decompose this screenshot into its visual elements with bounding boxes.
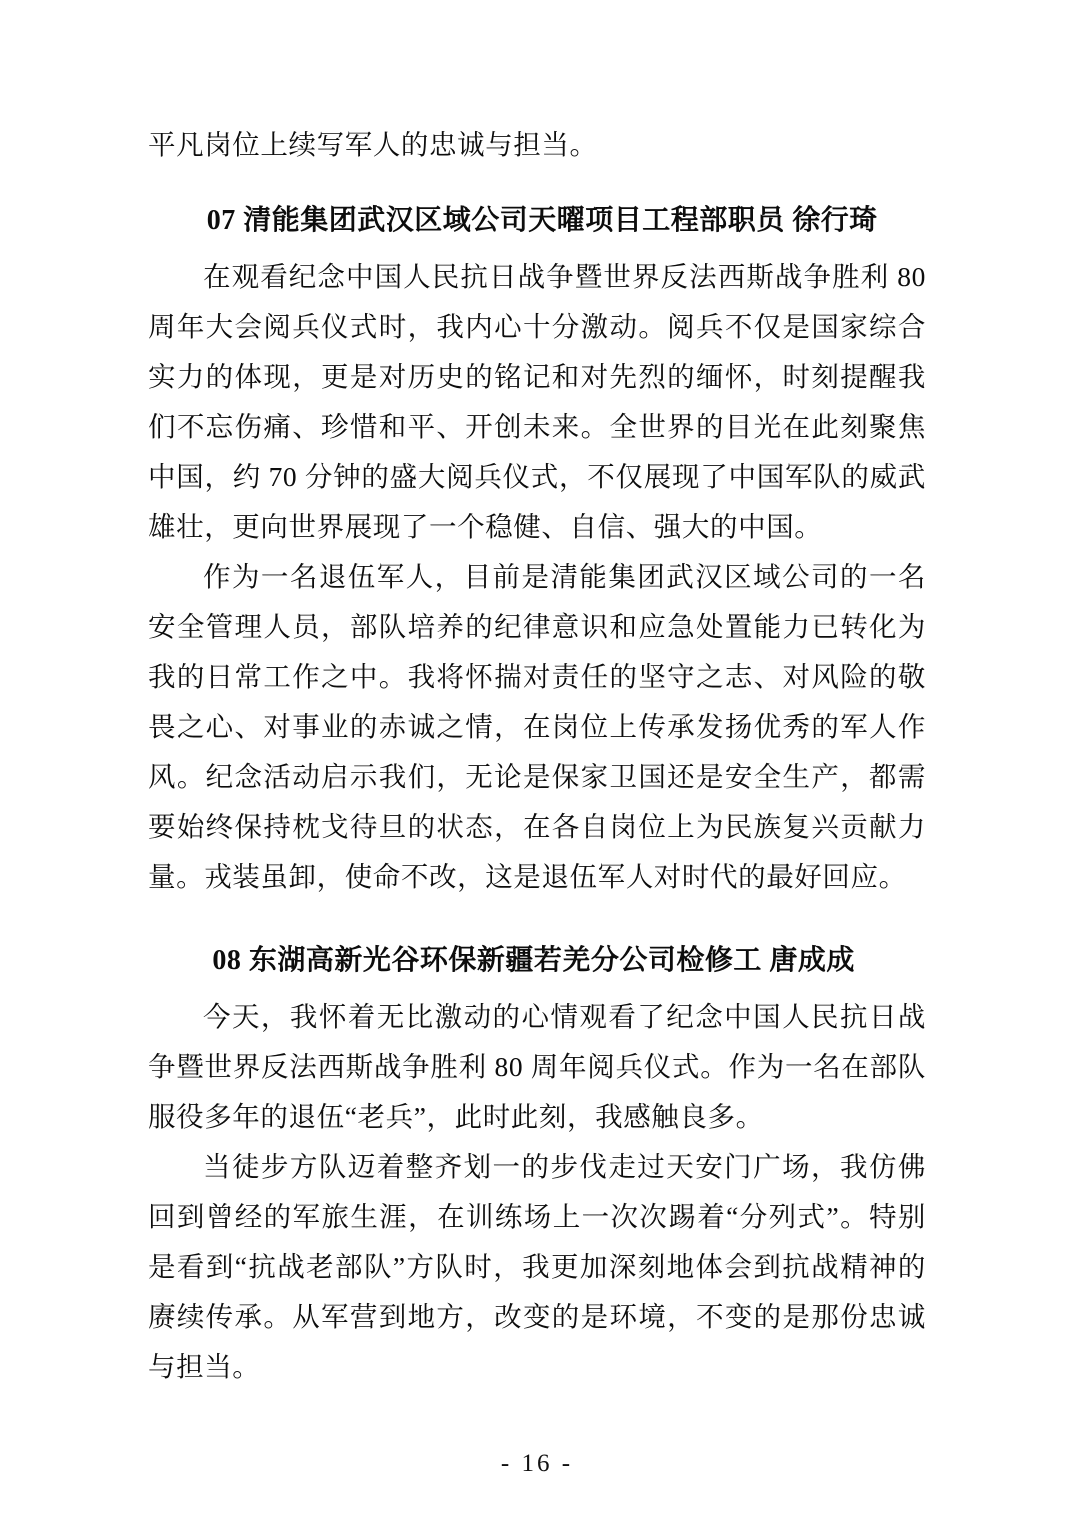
paragraph-07-1: 在观看纪念中国人民抗日战争暨世界反法西斯战争胜利 80 周年大会阅兵仪式时，我内心十分激动。阅兵不仅是国家综合实力的体现，更是对历史的铭记和对先烈的缅怀，时刻提醒我们不忘伤痛、珍惜和平、开创未来。全世界的目光在此刻聚焦中国，约 70 分钟的盛大阅兵仪式，不仅展现了中国军队的威武雄壮，更向世界展现了一个稳健、自信、强大的中国。 <box>148 261 926 542</box>
paragraph-08-1: 今天，我怀着无比激动的心情观看了纪念中国人民抗日战争暨世界反法西斯战争胜利 80 周年阅兵仪式。作为一名在部队服役多年的退伍“老兵”，此时此刻，我感触良多。 <box>148 1001 926 1132</box>
section-heading-07: 07 清能集团武汉区域公司天曜项目工程部职员 徐行琦 <box>206 205 878 236</box>
section-heading-08: 08 东湖高新光谷环保新疆若羌分公司检修工 唐成成 <box>212 945 855 976</box>
paragraph-08-2: 当徒步方队迈着整齐划一的步伐走过天安门广场，我仿佛回到曾经的军旅生涯，在训练场上一次次踢着“分列式”。特别是看到“抗战老部队”方队时，我更加深刻地体会到抗战精神的赓续传承。从军营到地方，改变的是环境，不变的是那份忠诚与担当。 <box>148 1151 926 1382</box>
paragraph-07-2: 作为一名退伍军人，目前是清能集团武汉区域公司的一名安全管理人员，部队培养的纪律意识和应急处置能力已转化为我的日常工作之中。我将怀揣对责任的坚守之志、对风险的敬畏之心、对事业的赤诚之情，在岗位上传承发扬优秀的军人作风。纪念活动启示我们，无论是保家卫国还是安全生产，都需要始终保持枕戈待旦的状态，在各自岗位上为民族复兴贡献力量。戎装虽卸，使命不改，这是退伍军人对时代的最好回应。 <box>148 561 926 892</box>
paragraph-continuation: 平凡岗位上续写军人的忠诚与担当。 <box>148 129 598 160</box>
spacer <box>148 902 926 922</box>
page-number: - 16 - <box>500 1450 574 1477</box>
spacer <box>148 170 926 182</box>
